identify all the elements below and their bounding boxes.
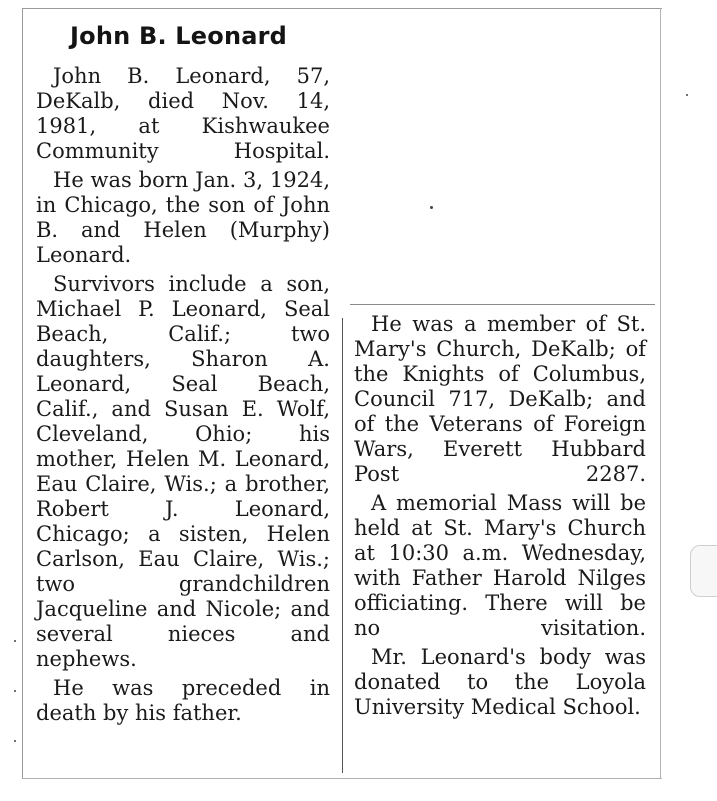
paragraph-preceded: He was preceded in death by his father.: [36, 676, 330, 725]
paragraph-memorial-mass: A memorial Mass will be held at St. Mary's Church at 10:30 a.m. Wednesday, with Father Harold Nilges officiating. There will be no visitation.: [354, 491, 646, 640]
paragraph-memberships: He was a member of St. Mary's Church, DeKalb; of the Knights of Columbus, Council 717, DeKalb; and of the Veterans of Foreign Wars, Everett Hubbard Post 2287.: [354, 312, 646, 486]
scan-speck: [430, 206, 433, 209]
column-divider: [342, 318, 343, 773]
right-column-top-rule: [350, 304, 655, 305]
paragraph-death-notice: John B. Leonard, 57, DeKalb, died Nov. 14, 1981, at Kishwaukee Community Hospital.: [36, 64, 330, 163]
scan-speck: [686, 94, 688, 96]
scan-speck: [14, 690, 16, 692]
clipping-right-edge: [660, 8, 661, 778]
clipping-top-edge: [22, 8, 662, 9]
scan-speck: [14, 740, 16, 742]
paragraph-birth: He was born Jan. 3, 1924, in Chicago, the son of John B. and Helen (Murphy) Leonard.: [36, 168, 330, 267]
paper-scrap: [690, 545, 717, 597]
scan-speck: [14, 640, 16, 642]
right-column: [354, 312, 646, 720]
paragraph-survivors: Survivors include a son, Michael P. Leonard, Seal Beach, Calif.; two daughters, Sharon A. Leonard, Seal Beach, Calif., and Susan E. Wolf, Cleveland, Ohio; his mother, Helen M. Leonard, Eau Claire, Wis.; a brother, Robert J. Leonard, Chicago; a sisten, Helen Carlson, Eau Claire, Wis.; two grandchildren Jacqueline and Nicole; and several nieces and nephews.: [36, 272, 330, 671]
paragraph-body-donation: Mr. Leonard's body was donated to the Loyola University Medical School.: [354, 645, 646, 719]
clipping-bottom-edge: [22, 778, 662, 779]
clipping-left-edge: [22, 8, 23, 778]
left-column: [36, 64, 330, 726]
obituary-headline: John B. Leonard: [70, 22, 288, 50]
